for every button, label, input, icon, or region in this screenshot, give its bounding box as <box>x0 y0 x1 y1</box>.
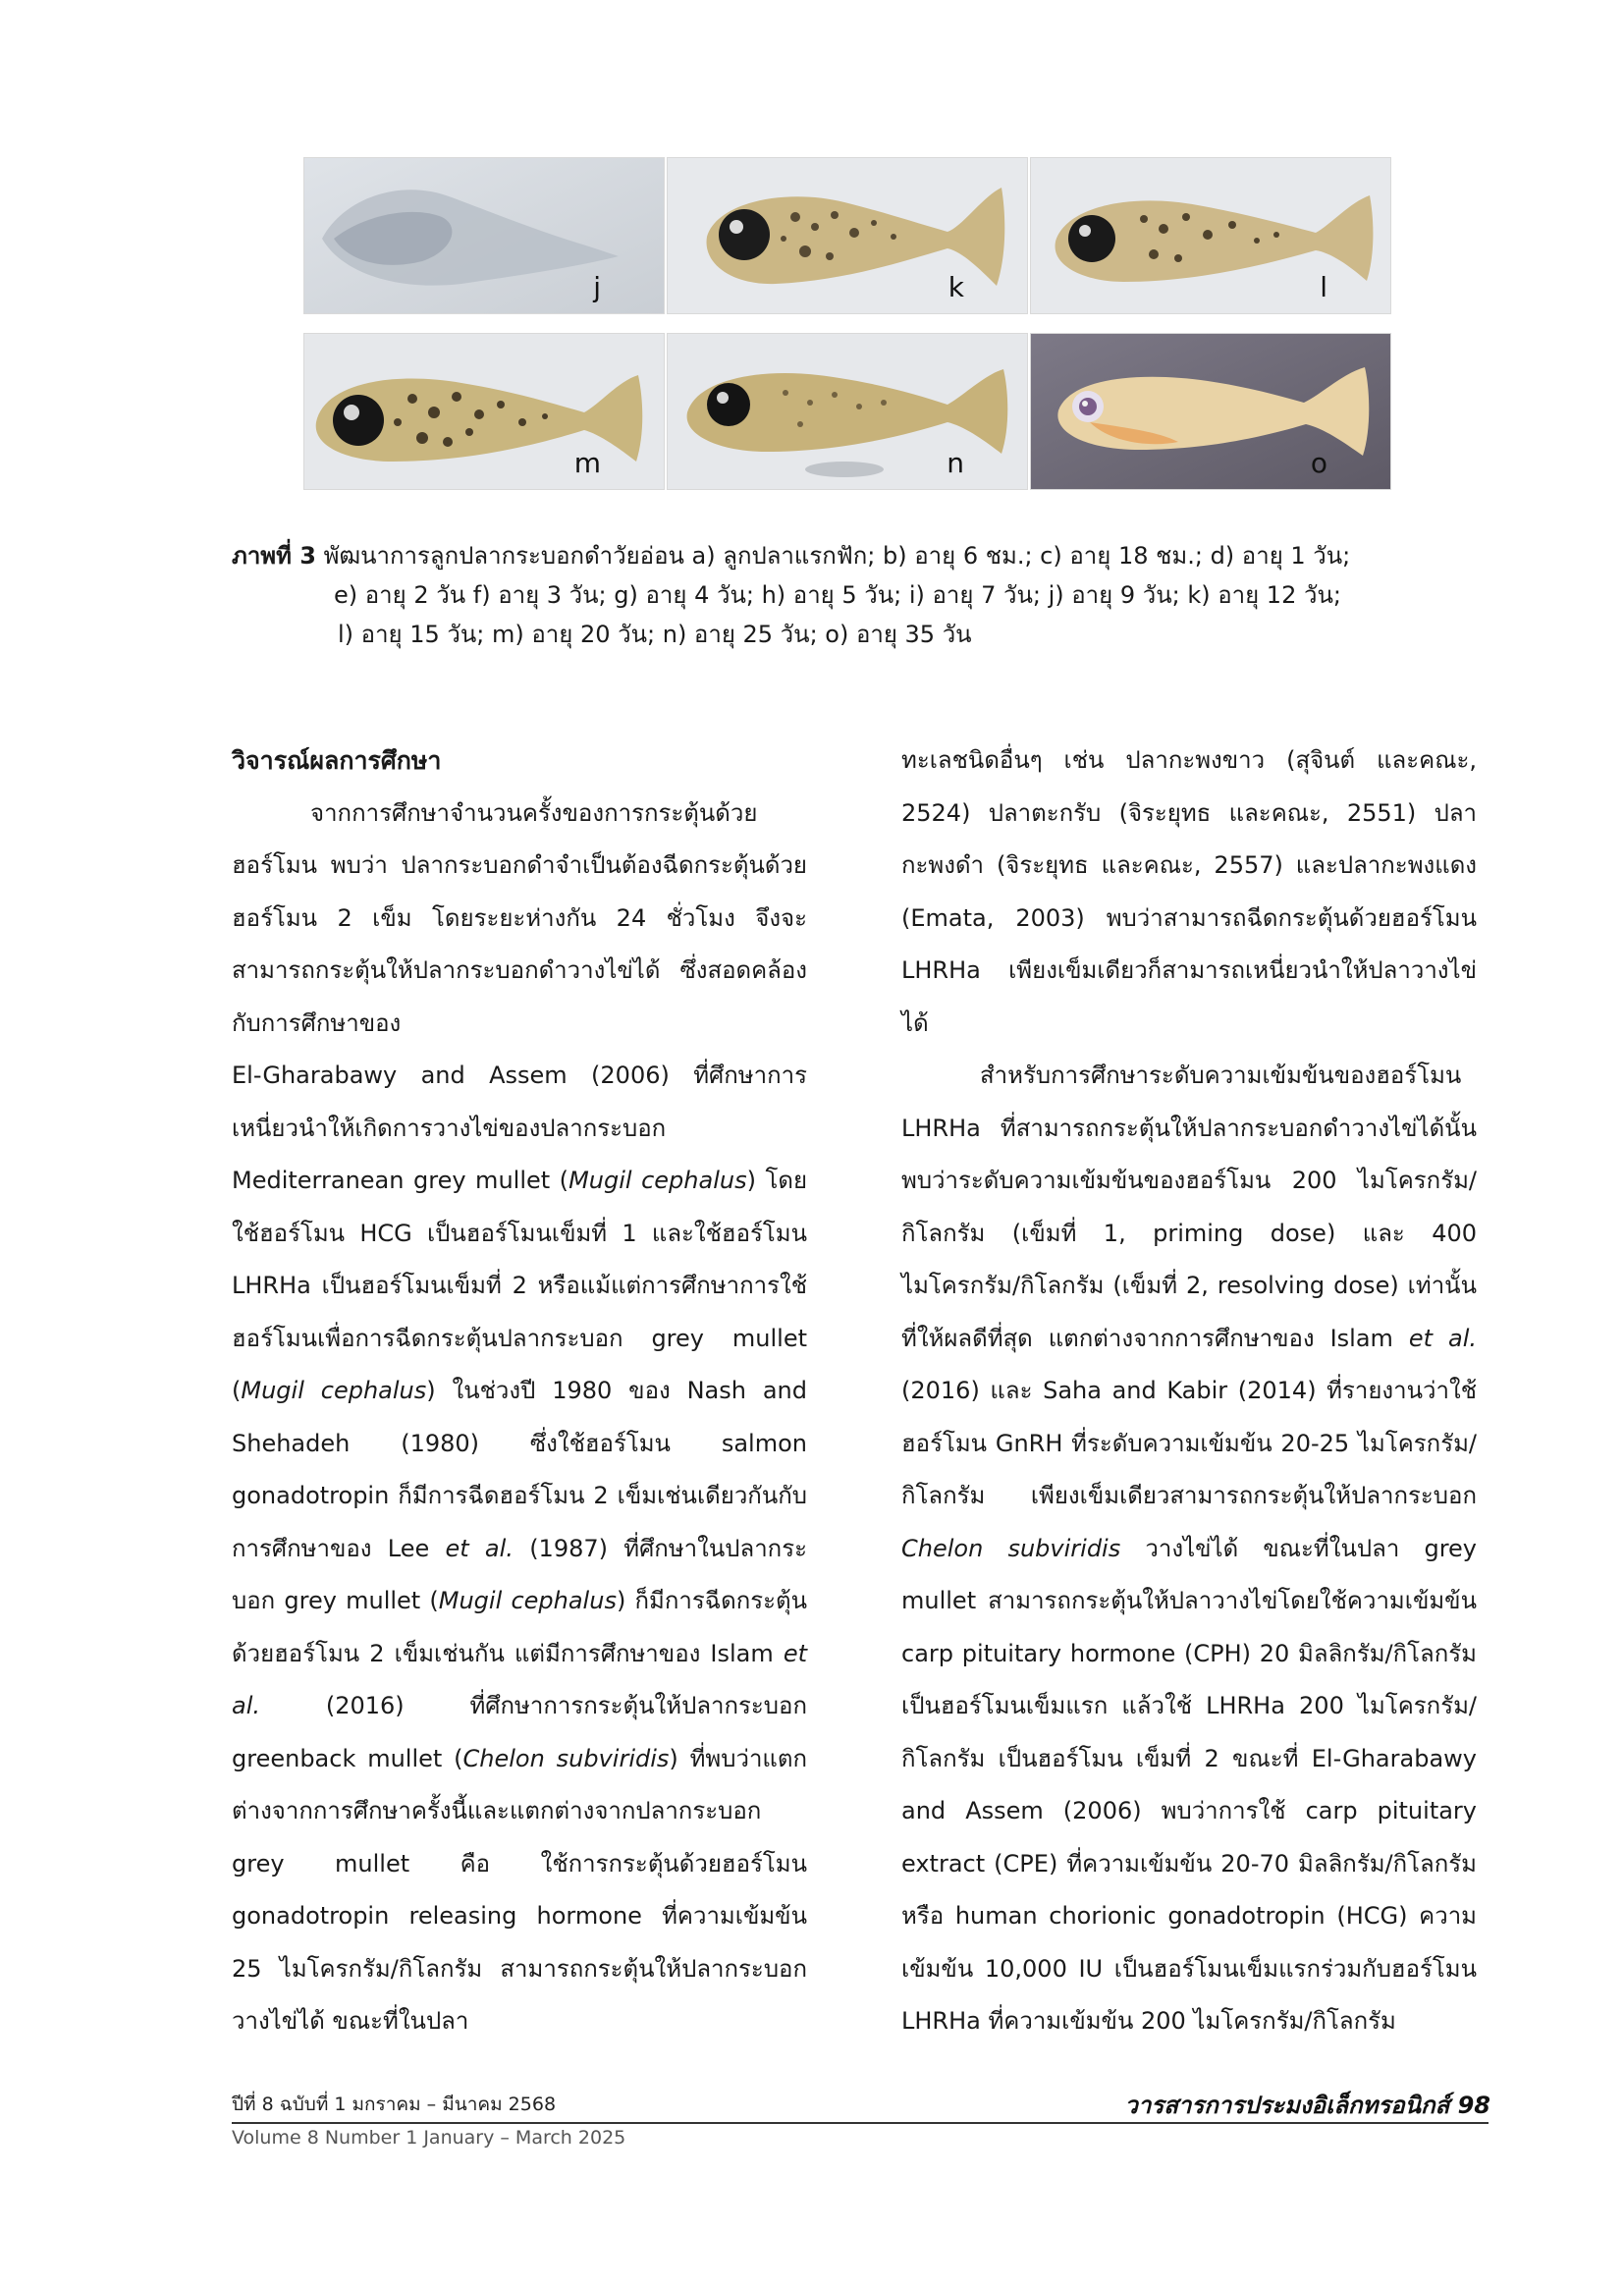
figure-panel-k <box>667 157 1028 314</box>
paragraph: ทะเลชนิดอื่นๆ เช่น ปลากะพงขาว (สุจินต์ และคณะ, 2524) ปลาตะกรับ (จิระยุทธ และคณะ, 2551) ปลากะพงดำ (จิระยุทธ และคณะ, 2557) และปลากะพงแดง (Emata, 2003) พบว่าสามารถฉีดกระตุ้นด้วยฮอร์โมน LHRHa เพียงเข็มเดียวก็สามารถเหนี่ยวนำให้ปลาวางไข่ได้ <box>901 746 1477 1037</box>
paragraph: สำหรับการศึกษาระดับความเข้มข้นของฮอร์โมน LHRHa ที่สามารถกระตุ้นให้ปลากระบอกดำวางไข่ได้นั้น พบว่าระดับความเข้มข้นของฮอร์โมน 200 ไมโครกรัม/กิโลกรัม (เข็มที่ 1, priming dose) และ 400 ไมโครกรัม/กิโลกรัม (เข็มที่ 2, resolving dose) เท่านั้นที่ให้ผลดีที่สุด แตกต่างจากการศึกษาของ Islam et al. (2016) และ Saha and Kabir (2014) ที่รายงานว่าใช้ฮอร์โมน GnRH ที่ระดับความเข้มข้น 20-25 ไมโครกรัม/กิโลกรัม เพียงเข็มเดียวสามารถกระตุ้นให้ปลากระบอก Chelon subviridis วางไข่ได้ ขณะที่ในปลา grey mullet สามารถกระตุ้นให้ปลาวางไข่โดยใช้ความเข้มข้น carp pituitary hormone (CPH) 20 มิลลิกรัม/กิโลกรัม เป็นฮอร์โมนเข็มแรก แล้วใช้ LHRHa 200 ไมโครกรัม/กิโลกรัม เป็นฮอร์โมน เข็มที่ 2 ขณะที่ El-Gharabawy and Assem (2006) พบว่าการใช้ carp pituitary extract (CPE) ที่ความเข้มข้น 20-70 มิลลิกรัม/กิโลกรัม หรือ human chorionic gonadotropin (HCG) ความเข้มข้น 10,000 IU เป็นฮอร์โมนเข็มแรกร่วมกับฮอร์โมน LHRHa ที่ความเข้มข้น 200 ไมโครกรัม/กิโลกรัม <box>901 1061 1477 2035</box>
caption-line-3: l) อายุ 15 วัน; m) อายุ 20 วัน; n) อายุ 25 วัน; o) อายุ 35 วัน <box>338 621 972 648</box>
fish-juvenile-o-image <box>1031 334 1391 490</box>
paragraph: จากการศึกษาจำนวนครั้งของการกระตุ้นด้วยฮอร์โมน พบว่า ปลากระบอกดำจำเป็นต้องฉีดกระตุ้นด้วยฮอร์โมน 2 เข็ม โดยระยะห่างกัน 24 ชั่วโมง จึงจะสามารถกระตุ้นให้ปลากระบอกดำวางไข่ได้ ซึ่งสอดคล้องกับการศึกษาของ <box>232 798 807 1037</box>
fish-larva-m-image <box>304 334 665 490</box>
left-column <box>232 735 807 2048</box>
figure-panel-j <box>303 157 665 314</box>
panel-label: j <box>593 271 601 303</box>
figure-panel-n <box>667 333 1028 490</box>
caption-lead: ภาพที่ 3 <box>232 542 316 570</box>
right-column <box>901 735 1477 2048</box>
panel-label: n <box>947 447 964 479</box>
fish-larva-k-image <box>668 158 1028 314</box>
paragraph: El-Gharabawy and Assem (2006) ที่ศึกษาการเหนี่ยวนำให้เกิดการวางไข่ของปลากระบอก Mediterranean grey mullet (Mugil cephalus) โดยใช้ฮอร์โมน HCG เป็นฮอร์โมนเข็มที่ 1 และใช้ฮอร์โมน LHRHa เป็นฮอร์โมนเข็มที่ 2 หรือแม้แต่การศึกษาการใช้ฮอร์โมนเพื่อการฉีดกระตุ้นปลากระบอก grey mullet (Mugil cephalus) ในช่วงปี 1980 ของ Nash and Shehadeh (1980) ซึ่งใช้ฮอร์โมน salmon gonadotropin ก็มีการฉีดฮอร์โมน 2 เข็มเช่นเดียวกันกับการศึกษาของ Lee et al. (1987) ที่ศึกษาในปลากระบอก grey mullet (Mugil cephalus) ก็มีการฉีดกระตุ้นด้วยฮอร์โมน 2 เข็มเช่นกัน แต่มีการศึกษาของ Islam et al. (2016) ที่ศึกษาการกระตุ้นให้ปลากระบอก greenback mullet (Chelon subviridis) ที่พบว่าแตกต่างจากการศึกษาครั้งนี้และแตกต่างจากปลากระบอก grey mullet คือ ใช้การกระตุ้นด้วยฮอร์โมน gonadotropin releasing hormone ที่ความเข้มข้น 25 ไมโครกรัม/กิโลกรัม สามารถกระตุ้นให้ปลากระบอกวางไข่ได้ ขณะที่ในปลา <box>232 1061 808 2035</box>
panel-label: o <box>1310 447 1327 479</box>
fish-larva-n-image <box>668 334 1028 490</box>
panel-label: k <box>947 271 964 303</box>
fish-larva-l-image <box>1031 158 1391 314</box>
panel-label: l <box>1320 271 1327 303</box>
section-heading: วิจารณ์ผลการศึกษา <box>232 746 442 775</box>
panel-label: m <box>573 447 601 479</box>
caption-line-2: e) อายุ 2 วัน f) อายุ 3 วัน; g) อายุ 4 วัน; h) อายุ 5 วัน; i) อายุ 7 วัน; j) อายุ 9 วัน; k) อายุ 12 วัน; <box>334 581 1341 609</box>
figure-panel-m <box>303 333 665 490</box>
figure-panel-o <box>1030 333 1391 490</box>
figure-panel-l <box>1030 157 1391 314</box>
footer-thai-issue: ปีที่ 8 ฉบับที่ 1 มกราคม – มีนาคม 2568 <box>232 2094 557 2115</box>
footer-journal-page: วารสารการประมงอิเล็กทรอนิกส์ 98 <box>1124 2092 1490 2119</box>
caption-line-1: พัฒนาการลูกปลากระบอกดำวัยอ่อน a) ลูกปลาแรกฟัก; b) อายุ 6 ชม.; c) อายุ 18 ชม.; d) อายุ 1 วัน; <box>323 542 1351 570</box>
figure-caption <box>232 536 1489 654</box>
footer-english-issue: Volume 8 Number 1 January – March 2025 <box>232 2127 626 2149</box>
fish-larva-j-image <box>304 158 665 314</box>
